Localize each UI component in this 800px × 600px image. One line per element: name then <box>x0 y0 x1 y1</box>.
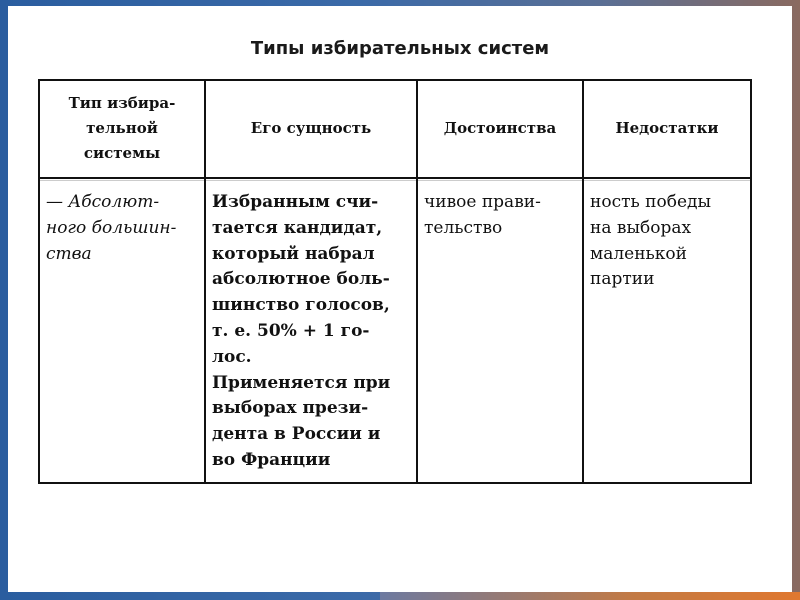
header-bottom-border <box>38 177 751 179</box>
table-right-border <box>750 79 752 484</box>
header-disadvantages: Недостатки <box>615 119 719 137</box>
accent-bar <box>380 592 800 600</box>
cell-essence: Избранным счи- тается кандидат, который набрал абсолютное боль- шинство голосов, т. е. 50% + 1 го- лос. Применяется при выборах прези- дента в России и во Франции <box>212 192 391 470</box>
header-type: Тип избира- тельной системы <box>68 94 176 162</box>
cell-advantages: чивое прави- тельство <box>424 192 541 238</box>
page-title: Типы избирательных систем <box>250 38 550 59</box>
header-separator <box>38 180 751 181</box>
cell-system-type: — Абсолют- ного большин- ства <box>46 192 177 264</box>
header-essence: Его сущность <box>250 119 372 137</box>
table-bottom-border <box>38 482 751 484</box>
cell-disadvantages: ность победы на выборах маленькой партии <box>590 192 712 290</box>
header-advantages: Достоинства <box>443 119 557 137</box>
